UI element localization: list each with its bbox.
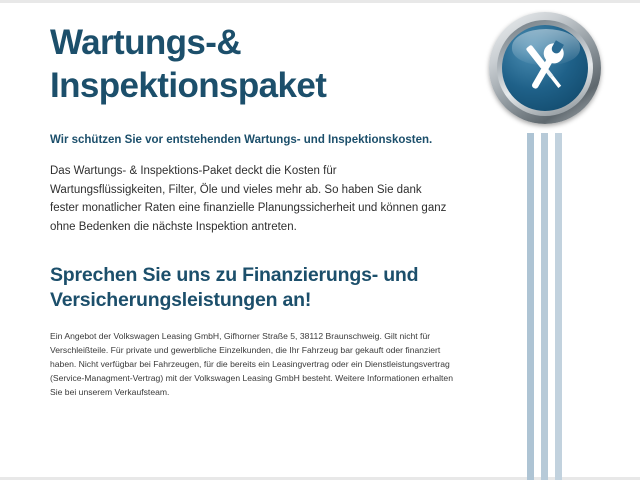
legal-disclaimer: Ein Angebot der Volkswagen Leasing GmbH, Gifhorner Straße 5, 38112 Braunschweig. Gilt nicht für Verschleißteile. Für private und gewerbliche Einzelkunden, die Ihr Fahrzeug bar gekauft oder finanziert haben. Nicht verfügbar bei Fahrzeugen, für die bereits ein Leasingvertrag oder ein Dienstleistungsvertrag (Service-Managment-Vertrag) mit der Volkswagen Leasing GmbH besteht. Weitere Informationen erhalten Sie bei unserem Verkaufsteam. [50, 331, 453, 397]
top-divider [0, 0, 640, 3]
subheading-line-2: Versicherungsleistungen an! [50, 289, 312, 312]
tools-glyph [502, 25, 588, 111]
body-paragraph: Das Wartungs- & Inspektions-Paket deckt die Kosten für Wartungsflüssigkeiten, Filter, Öle und vieles mehr ab. So haben Sie dank fester monatlicher Raten eine finanzielle Planungssicherheit und können ganz ohne Bedenken die nächste Inspektion antreten. [50, 165, 447, 233]
wrench-screwdriver-icon [489, 12, 601, 124]
decorative-bar-3 [555, 133, 562, 480]
page-title [50, 22, 470, 107]
subheading [50, 263, 470, 314]
decorative-bar-1 [527, 133, 534, 480]
subheading-line-1: Sprechen Sie uns zu Finanzierungs- und [50, 263, 419, 286]
lead-paragraph: Wir schützen Sie vor entstehenden Wartungs- und Inspektionskosten. [50, 134, 433, 147]
headline-line-1: Wartungs-& [50, 23, 242, 62]
decorative-bar-2 [541, 133, 548, 480]
headline-line-2: Inspektionspaket [50, 65, 327, 105]
decorative-bars [527, 133, 587, 480]
text-content [50, 22, 470, 408]
